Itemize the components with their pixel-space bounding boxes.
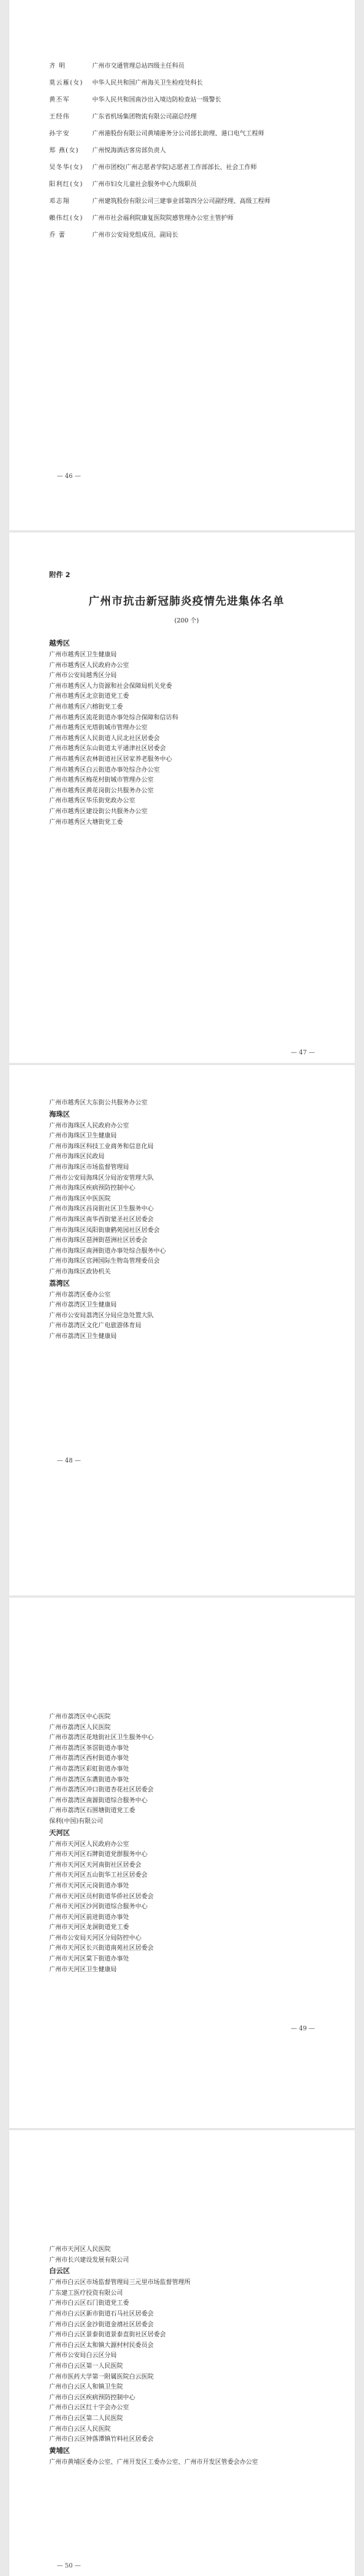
- list-item: 广州市白云区人和镇卫生院: [49, 2383, 123, 2391]
- document-page-2: [9, 533, 355, 1063]
- person-name: 阳利红(女): [49, 181, 84, 188]
- list-item: 广州市天河区沙河街道综合服务中心: [49, 1903, 147, 1910]
- list-item: 广州市越秀区白云街道办事处综合办公室: [49, 765, 160, 773]
- list-item: 广州市黄埔区委办公室、广州开发区工委办公室、广州市开发区管委会办公室: [49, 2458, 258, 2465]
- annex-label: 附件 2: [49, 572, 71, 579]
- list-item: 广州市荔湾区人民医院: [49, 1723, 111, 1731]
- list-item: 广州市白云区钟落潭镇竹料社区居委会: [49, 2435, 154, 2443]
- document-count: (200 个): [174, 617, 200, 624]
- page-number: — 48 —: [57, 1457, 81, 1464]
- person-row: [49, 231, 324, 240]
- list-item: 广州市越秀区光塔街城市管理办公室: [49, 724, 147, 732]
- list-item: 广州市海珠区市场监督管理局: [49, 1163, 129, 1170]
- list-item: 广州市荔湾区西村街道办事处: [49, 1754, 129, 1762]
- list-item: 广州市荔湾区茶滘街道办事处: [49, 1744, 129, 1751]
- list-item: 广州市越秀区农林街道社区居家养老服务中心: [49, 755, 172, 762]
- list-item: 广州市荔湾区彩虹街道办事处: [49, 1764, 129, 1772]
- list-item: 广州市天河区卫生健康局: [49, 1965, 117, 1973]
- document-page-5: [9, 2130, 355, 2576]
- list-item: 广州市越秀区人力资源和社会保障局机关党委: [49, 682, 172, 689]
- person-name: 賴伟红(女): [49, 214, 84, 221]
- person-name: 王经伟: [49, 113, 70, 120]
- list-item: 广州市天河区五山街华工社区居委会: [49, 1871, 147, 1879]
- list-item: 广州市越秀区大塘街党工委: [49, 818, 123, 825]
- list-item: 广州市越秀区人民街道人民北社区居委会: [49, 734, 160, 742]
- person-row: [49, 197, 324, 206]
- list-item: 广州市海珠区南华西街蒙圣社区居委会: [49, 1215, 154, 1223]
- person-name: 乔 蕾: [49, 231, 66, 238]
- page-number: — 50 —: [57, 2562, 81, 2569]
- list-item: 广州市长兴建设发展有限公司: [49, 2256, 129, 2263]
- list-item: 广州市天河区人民政府办公室: [49, 1840, 129, 1847]
- person-title: 广东省机场集团物流有限公司副总经理: [92, 113, 197, 120]
- list-item: 广州市海珠区南洲街道办事处综合服务中心: [49, 1247, 166, 1254]
- person-name: 郑 燕(女): [49, 147, 79, 154]
- list-item: 广州市公安局白云区分局: [49, 2352, 117, 2359]
- list-item: 广州市越秀区建设街公共服务办公室: [49, 807, 147, 815]
- list-item: 广州市越秀区梅花村街城市管理办公室: [49, 776, 154, 784]
- list-item: 广州市白云区石门街道党工委: [49, 2299, 129, 2307]
- person-title: 广州建筑股份有限公司三建事业部第四分公司副经理、高级工程师: [92, 198, 270, 204]
- list-item: 广州市荔湾区石围塘街道党工委: [49, 1807, 135, 1814]
- person-row: [49, 78, 324, 88]
- person-name: 黄丕军: [49, 96, 70, 103]
- list-item: 广东建工医疗投资有限公司: [49, 2289, 123, 2296]
- list-item: 广州市公安局海珠区分局治安管理大队: [49, 1173, 154, 1181]
- person-name: 吴冬华(女): [49, 164, 84, 171]
- person-name: 邓志翔: [49, 198, 70, 204]
- list-item: 广州市白云区市场监督管理局三元里市场监督管理所: [49, 2279, 190, 2286]
- list-item: 广州市天河区元岗街道办事处: [49, 1881, 129, 1889]
- list-item: 广州市越秀区卫生健康局: [49, 651, 117, 658]
- list-item: 广州市荔湾区文化广电旅游体育局: [49, 1322, 141, 1329]
- list-item: 广州市海珠区中医医院: [49, 1194, 111, 1202]
- list-item: 广州市海珠区凤阳街康鹤苑园社区居委会: [49, 1226, 160, 1233]
- list-item: 广州市荔湾区卫生健康局: [49, 1301, 117, 1309]
- list-item: 广州市荔湾区花地街社区卫生服务中心: [49, 1734, 154, 1741]
- list-item: 广州市海珠区卫生健康局: [49, 1132, 117, 1140]
- person-name: 莫云雁(女): [49, 79, 84, 86]
- person-title: 广州港股份有限公司黄埔港务分公司部长助理、港口电气工程师: [92, 130, 264, 137]
- list-item: 广州市公安局天河区分局防控中心: [49, 1934, 141, 1941]
- list-item: 广州市白云区太和镇大源村村民委员会: [49, 2341, 154, 2349]
- list-item: 广州市白云区景泰街道景泰直街社区居委会: [49, 2331, 166, 2339]
- list-item: 广州市越秀区北京街道党工委: [49, 692, 129, 700]
- person-title: 广州市妇女儿童社会服务中心九级职员: [92, 181, 197, 188]
- list-item: 广州市白云区人民医院: [49, 2425, 111, 2432]
- document-page-4: [9, 1598, 355, 2128]
- person-row: [49, 61, 324, 71]
- list-item: 广州市海珠区科技工业商务和信息化局: [49, 1142, 154, 1150]
- person-row: [49, 95, 324, 105]
- list-item: 广州市荔湾区卫生健康局: [49, 1332, 117, 1339]
- person-title: 中华人民共和国广州海关卫生检疫处科长: [92, 79, 203, 86]
- person-title: 广州市团校(广州志愿者学院)志愿者工作部部长、社会工作师: [92, 164, 257, 171]
- district-heading: 荔湾区: [49, 1280, 71, 1288]
- person-title: 广州悦海酒店客房部负责人: [92, 147, 166, 154]
- document-page-3: [9, 1065, 355, 1595]
- list-item: 广州市天河区棠下街道办事处: [49, 1955, 129, 1963]
- list-item: 广州市荔湾区冲口街道杏花社区居委会: [49, 1786, 154, 1794]
- list-item: 广州市越秀区东山街道太平通津社区居委会: [49, 745, 166, 752]
- person-name: 孙宇安: [49, 130, 70, 137]
- person-row: [49, 112, 324, 121]
- page-number: — 46 —: [57, 473, 81, 480]
- list-item: 广州市白云区新市街道石马社区居委会: [49, 2309, 154, 2317]
- person-name: 齐 明: [49, 62, 66, 69]
- list-item: 广州市医药大学第一附属医院白云医院: [49, 2372, 154, 2380]
- district-heading: 海珠区: [49, 1110, 71, 1119]
- people-list: [49, 61, 324, 247]
- list-item: 广州市白云区金沙街道金禧社区居委会: [49, 2320, 154, 2328]
- list-item: 广州市海珠区民政局: [49, 1153, 104, 1160]
- list-item: 广州市荔湾区东漖街道办事处: [49, 1775, 129, 1783]
- district-heading: 天河区: [49, 1829, 71, 1837]
- person-row: [49, 129, 324, 138]
- list-item: 保利(中国)有限公司: [49, 1817, 104, 1824]
- person-title: 广州市社会福利院康复医院院感管理办公室主管护师: [92, 214, 233, 221]
- list-item: 广州市白云区第一人民医院: [49, 2362, 123, 2369]
- list-item: 广州市海珠区人民政府办公室: [49, 1121, 129, 1129]
- list-item: 广州市白云区疾病预防控制中心: [49, 2393, 135, 2401]
- person-title: 中华人民共和国南沙出入境边防检查站一级警长: [92, 96, 221, 103]
- district-heading: 白云区: [49, 2268, 71, 2276]
- page-number: — 47 —: [290, 1049, 315, 1056]
- list-item: 广州市白云区第二人民医院: [49, 2414, 123, 2422]
- list-item: 广州市公安局荔湾区分局应急处置大队: [49, 1311, 154, 1319]
- list-item: 广州市越秀区流花街道办事处综合保障和信访科: [49, 713, 178, 721]
- document-page-1: [9, 0, 355, 530]
- page-number: — 49 —: [290, 2025, 315, 2032]
- list-item: 广州市荔湾区南源街道综合服务中心: [49, 1796, 147, 1804]
- list-item: 广州市天河区龙洞街道党工委: [49, 1924, 129, 1931]
- person-row: [49, 214, 324, 223]
- list-item: 广州市天河区员村街道华侨社区居委会: [49, 1892, 154, 1900]
- district-heading: 越秀区: [49, 640, 71, 648]
- list-item: 广州市荔湾区中心医院: [49, 1713, 111, 1720]
- list-item: 广州市公安局越秀区分局: [49, 672, 117, 679]
- person-title: 广州市公安局党组成员、副局长: [92, 231, 178, 238]
- list-item: 广州市荔湾区委办公室: [49, 1290, 111, 1298]
- list-item: 广州市天河区长兴街道南苑社区居委会: [49, 1944, 154, 1952]
- person-title: 广州市交通管理总站四级主任科员: [92, 62, 184, 69]
- person-row: [49, 163, 324, 172]
- list-item: 广州市越秀区大东街公共服务办公室: [49, 1099, 147, 1106]
- list-item: 广州市越秀区华乐街党政办公室: [49, 797, 135, 805]
- district-heading: 黄埔区: [49, 2447, 71, 2455]
- list-item: 广州市天河区前进街道办事处: [49, 1913, 129, 1920]
- list-item: 广州市天河区石牌街道党群服务中心: [49, 1851, 147, 1858]
- list-item: 广州市海珠区琶洲街琶洲社区居委会: [49, 1237, 147, 1244]
- person-row: [49, 146, 324, 155]
- list-item: 广州市海珠区官洲国际生物岛管理委员会: [49, 1257, 160, 1265]
- list-item: 广州市天河区天河南街社区居委会: [49, 1861, 141, 1868]
- list-item: 广州市越秀区六榕街党工委: [49, 702, 123, 710]
- list-item: 广州市白云区红十字会办公室: [49, 2404, 129, 2412]
- document-title: 广州市抗击新冠肺炎疫情先进集体名单: [88, 596, 285, 608]
- list-item: 广州市海珠区政协机关: [49, 1267, 111, 1275]
- list-item: 广州市海珠区昌岗街社区卫生服务中心: [49, 1205, 154, 1213]
- person-row: [49, 180, 324, 189]
- list-item: 广州市越秀区人民政府办公室: [49, 661, 129, 669]
- list-item: 广州市海珠区疾病预防控制中心: [49, 1184, 135, 1192]
- list-item: 广州市天河区人民医院: [49, 2246, 111, 2252]
- list-item: 广州市越秀区黄花岗街公共服务办公室: [49, 786, 154, 794]
